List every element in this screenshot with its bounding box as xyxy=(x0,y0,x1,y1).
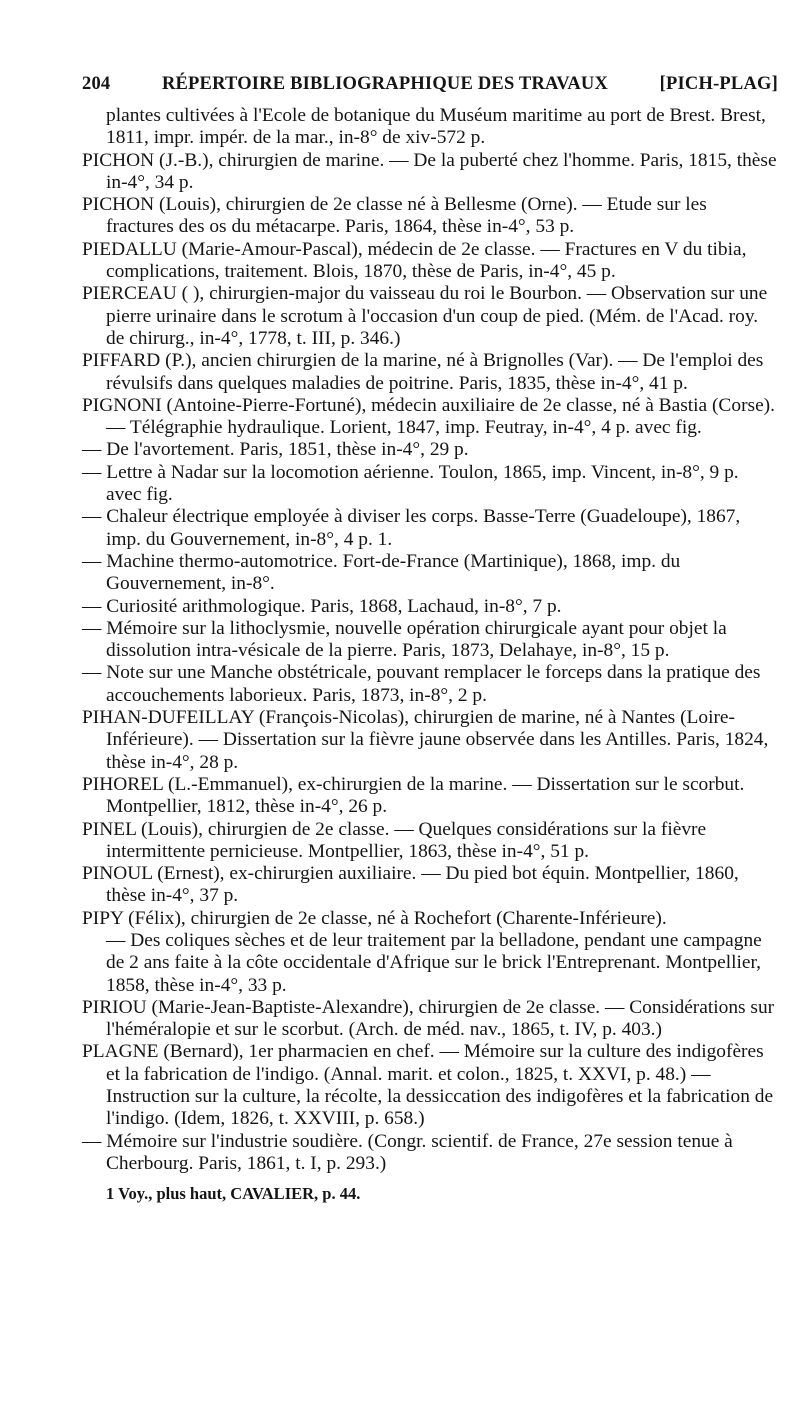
bibliography-entry: PIGNONI (Antoine-Pierre-Fortuné), médecin auxiliaire de 2e classe, né à Bastia (Corse). — Télégraphie hydraulique. Lorient, 1847, imp. Feutray, in-4°, 4 p. avec fig. xyxy=(82,394,775,439)
footnote: 1 Voy., plus haut, CAVALIER, p. 44. xyxy=(106,1184,361,1204)
bibliography-entries xyxy=(82,105,778,1175)
bibliography-entry: PLAGNE (Bernard), 1er pharmacien en chef. — Mémoire sur la culture des indigofères et la fabrication de l'indigo. (Annal. marit. et colon., 1825, t. XXVI, p. 48.) — Instruction sur la culture, la récolte, la dessiccation des indigofères et la fabrication de l'indigo. (Idem, 1826, t. XXVIII, p. 658.) xyxy=(82,1041,774,1130)
bibliography-entry: — Curiosité arithmologique. Paris, 1868, Lachaud, in-8°, 7 p. xyxy=(82,595,562,617)
bibliography-entry: PIEDALLU (Marie-Amour-Pascal), médecin de 2e classe. — Fractures en V du tibia, complications, traitement. Blois, 1870, thèse de Paris, in-4°, 45 p. xyxy=(82,238,747,283)
bibliography-entry: plantes cultivées à l'Ecole de botanique du Muséum maritime au port de Brest. Brest, 1811, impr. impér. de la mar., in-8° de xiv-572 p. xyxy=(106,105,766,149)
bibliography-entry: PINEL (Louis), chirurgien de 2e classe. — Quelques considérations sur la fièvre intermittente pernicieuse. Montpellier, 1863, thèse in-4°, 51 p. xyxy=(82,818,707,862)
bibliography-entry: — Lettre à Nadar sur la locomotion aérienne. Toulon, 1865, imp. Vincent, in-8°, 9 p. avec fig. xyxy=(82,461,739,506)
page-number: 204 xyxy=(82,74,111,94)
bibliography-entry: PIRIOU (Marie-Jean-Baptiste-Alexandre), chirurgien de 2e classe. — Considérations sur l'héméralopie et sur le scorbut. (Arch. de méd. nav., 1865, t. IV, p. 403.) xyxy=(82,996,775,1041)
bibliography-entry: — Des coliques sèches et de leur traitement par la belladone, pendant une campagne de 2 ans faite à la côte occidentale d'Afrique sur le brick l'Entreprenant. Montpellier, 1858, thèse in-4°, 33 p. xyxy=(106,929,762,996)
bibliography-entry: — Note sur une Manche obstétricale, pouvant remplacer le forceps dans la pratique des accouchements laborieux. Paris, 1873, in-8°, 2 p. xyxy=(82,662,761,706)
bibliography-entry: PIHOREL (L.-Emmanuel), ex-chirurgien de la marine. — Dissertation sur le scorbut. Montpellier, 1812, thèse in-4°, 26 p. xyxy=(82,773,745,818)
bibliography-entry: PIFFARD (P.), ancien chirurgien de la marine, né à Brignolles (Var). — De l'emploi des révulsifs dans quelques maladies de poitrine. Paris, 1835, thèse in-4°, 41 p. xyxy=(82,350,764,394)
bibliography-entry: PINOUL (Ernest), ex-chirurgien auxiliaire. — Du pied bot équin. Montpellier, 1860, thèse in-4°, 37 p. xyxy=(82,863,739,907)
running-title: RÉPERTOIRE BIBLIOGRAPHIQUE DES TRAVAUX xyxy=(161,74,609,94)
page-range: [PICH-PLAG] xyxy=(659,74,778,94)
bibliography-entry: — Chaleur électrique employée à diviser les corps. Basse-Terre (Guadeloupe), 1867, imp. du Gouvernement, in-8°, 4 p. 1. xyxy=(82,506,741,550)
bibliography-entry: — Machine thermo-automotrice. Fort-de-France (Martinique), 1868, imp. du Gouvernement, in-8°. xyxy=(82,550,681,595)
bibliography-entry: PICHON (J.-B.), chirurgien de marine. — De la puberté chez l'homme. Paris, 1815, thèse in-4°, 34 p. xyxy=(82,149,777,193)
bibliography-entry: PIERCEAU ( ), chirurgien-major du vaisseau du roi le Bourbon. — Observation sur une pierre urinaire dans le scrotum à l'occasion d'un coup de pied. (Mém. de l'Acad. roy. de chirurg., in-4°, 1778, t. III, p. 346.) xyxy=(82,283,768,349)
bibliography-entry: — Mémoire sur l'industrie soudière. (Congr. scientif. de France, 27e session tenue à Cherbourg. Paris, 1861, t. I, p. 293.) xyxy=(82,1130,733,1174)
bibliography-entry: PIPY (Félix), chirurgien de 2e classe, né à Rochefort (Charente-Inférieure). xyxy=(82,907,667,929)
bibliography-entry: — Mémoire sur la lithoclysmie, nouvelle opération chirurgicale ayant pour objet la dissolution intra-vésicale de la pierre. Paris, 1873, Delahaye, in-8°, 15 p. xyxy=(82,617,727,662)
bibliography-entry: — De l'avortement. Paris, 1851, thèse in-4°, 29 p. xyxy=(82,439,469,461)
bibliography-entry: PIHAN-DUFEILLAY (François-Nicolas), chirurgien de marine, né à Nantes (Loire-Inférieure). — Dissertation sur la fièvre jaune observée dans les Antilles. Paris, 1824, thèse in-4°, 28 p. xyxy=(82,707,769,773)
bibliography-entry: PICHON (Louis), chirurgien de 2e classe né à Bellesme (Orne). — Etude sur les fractures des os du métacarpe. Paris, 1864, thèse in-4°, 53 p. xyxy=(82,194,707,238)
page-header xyxy=(82,74,778,95)
